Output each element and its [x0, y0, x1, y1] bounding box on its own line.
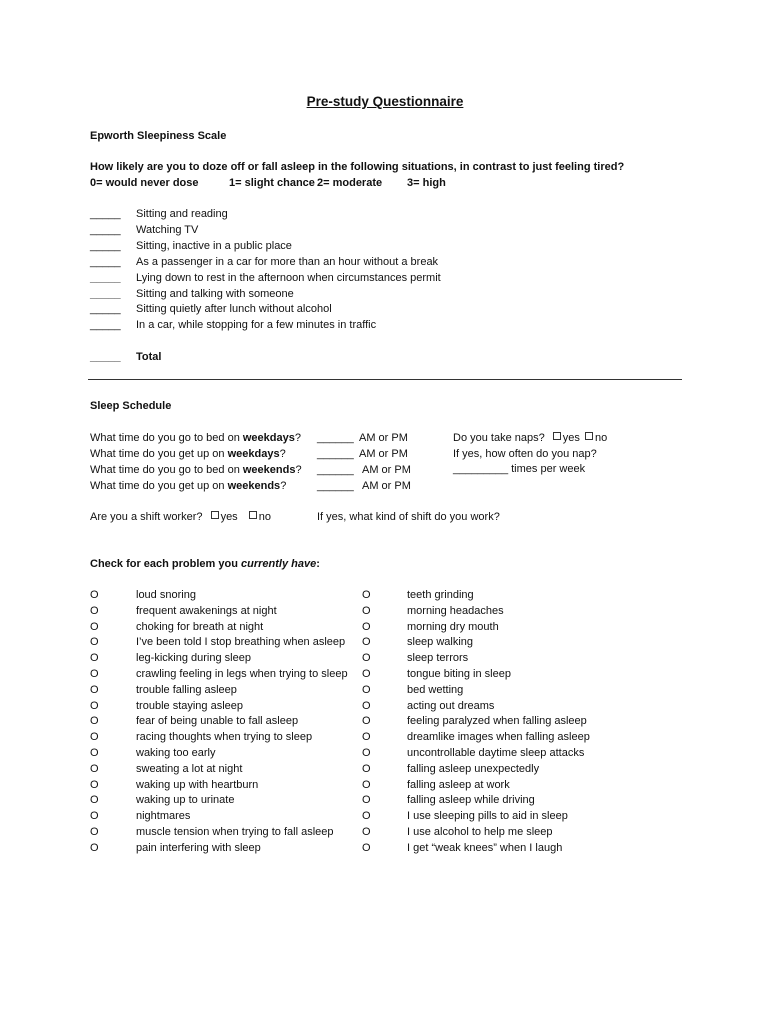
ess-item: In a car, while stopping for a few minutes in traffic — [136, 319, 377, 332]
naps-question-row — [453, 431, 607, 445]
schedule-day-type: weekdays — [227, 448, 280, 460]
scale-2: 2= moderate — [317, 177, 383, 189]
problem-label: acting out dreams — [407, 699, 495, 712]
naps-yes-checkbox[interactable] — [553, 432, 561, 440]
problems-heading-colon: : — [316, 558, 320, 570]
naps-frequency-unit: times per week — [511, 463, 586, 475]
problem-checkbox[interactable]: O — [362, 668, 371, 680]
problem-label: waking too early — [136, 747, 216, 759]
problem-checkbox[interactable]: O — [362, 589, 371, 601]
problem-label: fear of being unable to fall asleep — [136, 715, 299, 728]
problem-label: falling asleep unexpectedly — [407, 762, 540, 775]
problem-label: I get “weak knees” when I laugh — [407, 841, 563, 854]
shift-worker-row — [90, 510, 271, 524]
naps-followup: If yes, how often do you nap? — [453, 448, 597, 460]
problem-checkbox[interactable]: O — [90, 652, 99, 665]
ess-item: Sitting quietly after lunch without alcohol — [136, 303, 332, 316]
problem-checkbox[interactable]: O — [362, 636, 371, 649]
problem-label: nightmares — [136, 810, 191, 823]
problem-checkbox[interactable]: O — [362, 731, 371, 744]
schedule-day-type: weekends — [227, 480, 281, 492]
epworth-question: How likely are you to doze off or fall asleep in the following situations, in contrast to just feeling tired? — [90, 161, 625, 173]
schedule-ampm: AM or PM — [359, 432, 408, 444]
problems-heading — [90, 557, 320, 571]
naps-no-label: no — [594, 432, 608, 444]
problem-checkbox[interactable]: O — [362, 652, 371, 665]
schedule-time-blank[interactable]: ______ — [317, 448, 354, 460]
schedule-question-text: What time do you go to bed on — [90, 432, 243, 444]
ess-item: Lying down to rest in the afternoon when circumstances permit — [136, 271, 441, 284]
problem-label: sweating a lot at night — [136, 762, 243, 775]
ess-item: Sitting, inactive in a public place — [136, 239, 292, 252]
problem-label: trouble staying asleep — [136, 699, 244, 712]
sleep-schedule-heading: Sleep Schedule — [90, 400, 172, 412]
problem-checkbox[interactable]: O — [362, 604, 371, 617]
naps-yes-label: yes — [562, 432, 580, 444]
problem-label: muscle tension when trying to fall asleep — [136, 826, 334, 838]
ess-item: Sitting and reading — [136, 208, 228, 220]
problem-label: crawling feeling in legs when trying to sleep — [136, 668, 348, 680]
problem-checkbox[interactable]: O — [90, 683, 99, 696]
problem-checkbox[interactable]: O — [362, 841, 371, 854]
problem-label: falling asleep at work — [407, 778, 510, 791]
problem-checkbox[interactable]: O — [90, 604, 99, 617]
schedule-question-mark: ? — [279, 448, 286, 460]
problem-checkbox[interactable]: O — [90, 841, 99, 854]
schedule-question — [90, 431, 301, 445]
problem-label: trouble falling asleep — [136, 683, 237, 696]
problem-label: choking for breath at night — [136, 620, 264, 633]
ess-blank[interactable]: _____ — [90, 319, 121, 332]
total-blank[interactable]: _____ — [90, 351, 121, 363]
problem-label: feeling paralyzed when falling asleep — [407, 715, 587, 728]
shift-no-checkbox[interactable] — [249, 511, 257, 519]
problem-checkbox[interactable]: O — [90, 731, 99, 744]
ess-blank[interactable]: _____ — [90, 303, 121, 316]
problem-label: uncontrollable daytime sleep attacks — [407, 747, 585, 759]
problem-checkbox[interactable]: O — [362, 683, 371, 696]
ess-item: Watching TV — [136, 223, 199, 236]
problem-checkbox[interactable]: O — [362, 778, 371, 791]
schedule-time-blank[interactable]: ______ — [317, 432, 354, 444]
schedule-day-type: weekdays — [242, 432, 295, 444]
problem-checkbox[interactable]: O — [362, 794, 371, 807]
naps-question: Do you take naps? — [453, 432, 545, 444]
problem-label: pain interfering with sleep — [136, 841, 261, 854]
scale-1: 1= slight chance — [229, 177, 315, 189]
schedule-ampm: AM or PM — [362, 480, 411, 492]
problem-label: waking up with heartburn — [136, 778, 259, 791]
page-title: Pre-study Questionnaire — [306, 94, 464, 109]
ess-blank[interactable]: _____ — [90, 287, 121, 300]
problems-heading-text: Check for each problem you — [90, 558, 241, 570]
scale-0: 0= would never dose — [90, 177, 199, 189]
problem-label: frequent awakenings at night — [136, 604, 277, 617]
problems-heading-emphasis: currently have — [240, 558, 317, 570]
schedule-question-text: What time do you get up on — [90, 480, 228, 492]
naps-no-checkbox[interactable] — [585, 432, 593, 440]
ess-blank[interactable]: _____ — [90, 271, 121, 284]
problem-checkbox[interactable]: O — [90, 620, 99, 633]
problem-label: loud snoring — [136, 589, 196, 601]
problem-checkbox[interactable]: O — [90, 668, 99, 680]
schedule-ampm: AM or PM — [359, 448, 408, 460]
problem-checkbox[interactable]: O — [362, 762, 371, 775]
schedule-question-mark: ? — [280, 480, 287, 492]
schedule-time-blank[interactable]: ______ — [317, 464, 354, 476]
problem-checkbox[interactable]: O — [90, 589, 99, 601]
problem-checkbox[interactable]: O — [362, 620, 371, 633]
schedule-time-blank[interactable]: ______ — [317, 480, 354, 492]
problem-label: teeth grinding — [407, 589, 474, 601]
scale-3: 3= high — [407, 177, 446, 189]
ess-blank[interactable]: _____ — [90, 223, 121, 236]
ess-blank[interactable]: _____ — [90, 208, 121, 220]
ess-item: As a passenger in a car for more than an hour without a break — [136, 255, 439, 268]
schedule-question — [90, 447, 286, 461]
problem-checkbox[interactable]: O — [90, 715, 99, 728]
shift-yes-label: yes — [220, 511, 238, 523]
problem-checkbox[interactable]: O — [90, 762, 99, 775]
ess-blank[interactable]: _____ — [90, 239, 121, 252]
ess-blank[interactable]: _____ — [90, 255, 121, 268]
shift-question: Are you a shift worker? — [90, 511, 203, 523]
problem-label: falling asleep while driving — [407, 794, 535, 807]
problem-checkbox[interactable]: O — [362, 715, 371, 728]
problem-label: I use alcohol to help me sleep — [407, 826, 553, 838]
problem-checkbox[interactable]: O — [362, 699, 371, 712]
ess-item: Sitting and talking with someone — [136, 287, 294, 300]
problem-label: sleep walking — [407, 636, 474, 649]
schedule-day-type: weekends — [242, 464, 296, 476]
schedule-ampm: AM or PM — [362, 464, 411, 476]
schedule-question-text: What time do you get up on — [90, 448, 228, 460]
problem-label: morning dry mouth — [407, 620, 499, 633]
problem-checkbox[interactable]: O — [90, 810, 99, 823]
shift-no-label: no — [258, 511, 271, 523]
schedule-question-mark: ? — [295, 464, 302, 476]
problem-checkbox[interactable]: O — [362, 747, 371, 759]
problem-label: I’ve been told I stop breathing when asleep — [136, 636, 346, 649]
problem-label: sleep terrors — [407, 652, 469, 665]
problem-checkbox[interactable]: O — [90, 778, 99, 791]
problem-label: I use sleeping pills to aid in sleep — [407, 810, 568, 823]
problem-label: dreamlike images when falling asleep — [407, 731, 590, 744]
schedule-question — [90, 463, 302, 477]
schedule-question-text: What time do you go to bed on — [90, 464, 243, 476]
problem-label: racing thoughts when trying to sleep — [136, 731, 313, 744]
problem-checkbox[interactable]: O — [90, 826, 99, 838]
problem-checkbox[interactable]: O — [362, 810, 371, 823]
epworth-heading: Epworth Sleepiness Scale — [90, 130, 227, 142]
problem-checkbox[interactable]: O — [90, 699, 99, 712]
schedule-question — [90, 479, 286, 493]
naps-frequency-row — [453, 462, 585, 476]
problem-checkbox[interactable]: O — [90, 794, 99, 807]
problem-checkbox[interactable]: O — [90, 747, 99, 759]
problem-label: leg-kicking during sleep — [136, 652, 251, 665]
section-divider — [88, 379, 682, 380]
problem-label: tongue biting in sleep — [407, 668, 511, 680]
problem-label: morning headaches — [407, 604, 504, 617]
shift-yes-checkbox[interactable] — [211, 511, 219, 519]
shift-followup: If yes, what kind of shift do you work? — [317, 511, 500, 523]
problem-label: bed wetting — [407, 683, 464, 696]
problem-checkbox[interactable]: O — [90, 636, 99, 649]
total-label: Total — [136, 351, 162, 363]
schedule-question-mark: ? — [294, 432, 301, 444]
naps-frequency-blank[interactable]: _________ — [453, 463, 509, 475]
problem-label: waking up to urinate — [136, 794, 235, 807]
problem-checkbox[interactable]: O — [362, 826, 371, 838]
